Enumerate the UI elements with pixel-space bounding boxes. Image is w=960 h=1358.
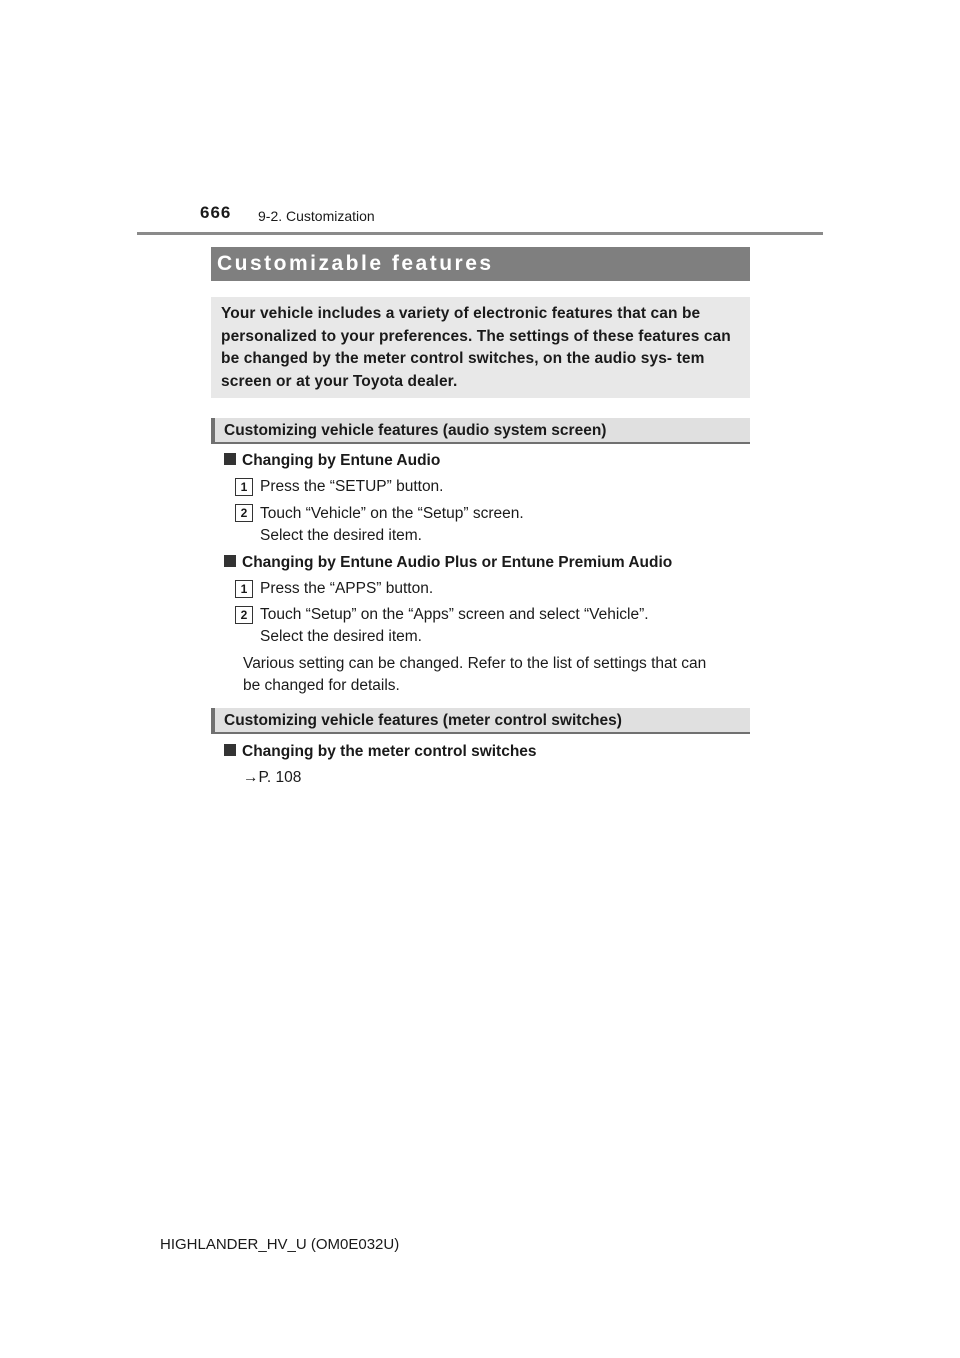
step-text: Touch “Vehicle” on the “Setup” screen. — [260, 505, 524, 522]
step-number: 2 — [235, 504, 253, 522]
topic-entune-audio — [224, 451, 440, 471]
step-text-continued: Select the desired item. — [260, 628, 422, 645]
page-title: Customizable features — [211, 247, 750, 281]
step-text: Touch “Setup” on the “Apps” screen and select “Vehicle”. — [260, 606, 649, 623]
section-reference: 9-2. Customization — [258, 208, 375, 224]
page-number: 666 — [200, 203, 232, 222]
step-text: Press the “APPS” button. — [260, 580, 434, 597]
note-text: be changed for details. — [243, 677, 400, 694]
topic-meter-switches — [224, 742, 537, 762]
topic-title: Changing by Entune Audio Plus or Entune Premium Audio — [242, 554, 673, 571]
step-text: Press the “SETUP” button. — [260, 478, 444, 495]
step-text-continued: Select the desired item. — [260, 527, 422, 544]
note-text: Various setting can be changed. Refer to the list of settings that can — [243, 655, 707, 672]
square-bullet-icon — [224, 555, 236, 567]
square-bullet-icon — [224, 744, 236, 756]
topic-title: Changing by the meter control switches — [242, 743, 537, 760]
page-reference-link[interactable]: →P. 108 — [243, 769, 302, 786]
intro-box: Your vehicle includes a variety of electronic features that can be personalized to your preferences. The settings of these features can be changed by the meter control switches, on the audio sys- tem screen or at your Toyota dealer. — [211, 297, 750, 398]
step-number: 1 — [235, 478, 253, 496]
topic-entune-plus — [224, 553, 672, 573]
header-rule — [137, 232, 823, 235]
step-number: 1 — [235, 580, 253, 598]
subheading-audio: Customizing vehicle features (audio system screen) — [211, 418, 750, 444]
step-number: 2 — [235, 606, 253, 624]
footer-model-code: HIGHLANDER_HV_U (OM0E032U) — [160, 1236, 400, 1253]
subheading-meter: Customizing vehicle features (meter control switches) — [211, 708, 750, 734]
square-bullet-icon — [224, 453, 236, 465]
topic-title: Changing by Entune Audio — [242, 452, 441, 469]
